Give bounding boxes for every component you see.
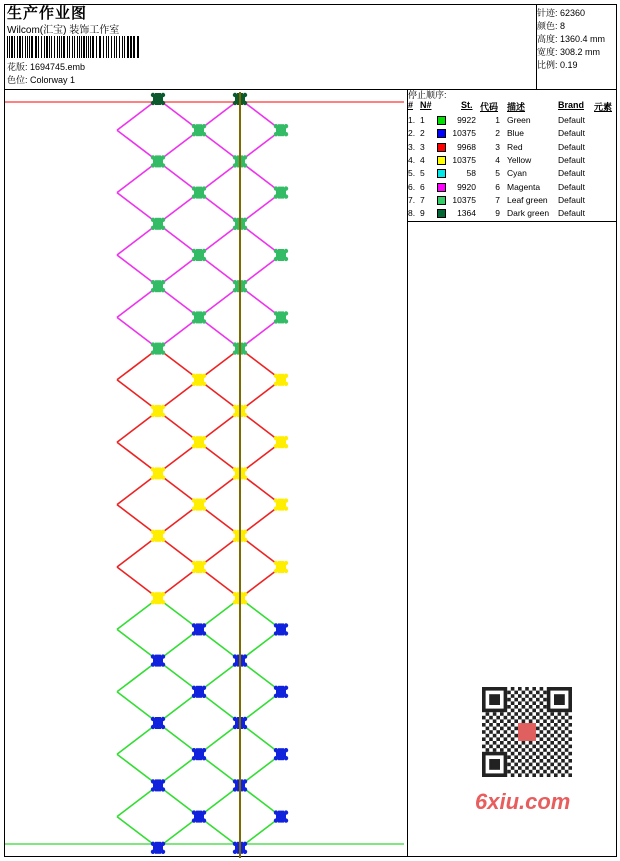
company-name: Wilcom(汇宝) 装饰工作室 [7, 25, 120, 36]
motif-bead [151, 779, 165, 791]
row-n: 6 [420, 181, 425, 192]
row-code: 5 [495, 168, 500, 179]
row-num: 6. [408, 181, 416, 192]
motif-leaf [274, 124, 288, 136]
row-stitches: 9968 [457, 141, 476, 152]
stat-label: 高度: [537, 34, 558, 44]
stat-label: 宽度: [537, 47, 558, 57]
motif-bead [151, 654, 165, 666]
design-file-name: 花版: 1694745.emb [7, 62, 86, 72]
row-stitches: 9922 [457, 115, 476, 125]
row-desc: Yellow [507, 154, 532, 165]
row-n: 1 [420, 115, 425, 125]
motif-bead [192, 748, 206, 760]
stat-value: 8 [560, 21, 566, 31]
motif-bead [192, 810, 206, 822]
motif-leaf [192, 249, 206, 261]
qr-code [470, 681, 585, 786]
motif-bead [274, 686, 288, 698]
row-code: 1 [495, 115, 500, 125]
row-num: 4. [408, 154, 416, 165]
row-num: 8. [408, 208, 416, 219]
stat-value: 62360 [560, 8, 586, 18]
motif-leaf [192, 311, 206, 323]
row-code: 2 [495, 128, 500, 139]
row-desc: Red [507, 141, 523, 152]
col-header-n: N# [420, 100, 432, 110]
row-stitches: 10375 [452, 154, 476, 165]
row-desc: Blue [507, 128, 525, 139]
row-code: 6 [495, 181, 500, 192]
row-brand: Default [558, 194, 585, 205]
stat-label: 针迹: [537, 8, 558, 18]
motif-bead [192, 686, 206, 698]
row-stitches: 10375 [452, 128, 476, 139]
motif-bead [192, 623, 206, 635]
motif-bead [274, 623, 288, 635]
stop-sequence-title: 停止顺序: [408, 90, 447, 100]
row-code: 4 [495, 154, 500, 165]
motif-bead [151, 842, 165, 854]
motif-flower [192, 498, 206, 510]
motif-leaf [274, 311, 288, 323]
row-num: 5. [408, 168, 416, 179]
row-stitches: 1364 [457, 208, 476, 219]
row-num: 1. [408, 115, 416, 125]
row-desc: Cyan [507, 168, 527, 179]
row-n: 7 [420, 194, 425, 205]
col-header-num: # [408, 100, 414, 110]
motif-flower [151, 405, 165, 417]
motif-leaf [151, 280, 165, 292]
motif-bead [274, 810, 288, 822]
motif-flower [192, 374, 206, 386]
col-header-desc: 描述 [507, 102, 526, 112]
motif-bead [274, 748, 288, 760]
motif-leaf [151, 218, 165, 230]
motif-flower [274, 561, 288, 573]
motif-flower [151, 530, 165, 542]
page-title: 生产作业图 [7, 5, 88, 22]
row-brand: Default [558, 208, 585, 219]
motif-leaf [274, 249, 288, 261]
col-header-stitches: St. [461, 100, 473, 110]
row-n: 4 [420, 154, 425, 165]
motif-leaf [151, 93, 165, 105]
motif-flower [192, 436, 206, 448]
row-desc: Magenta [507, 181, 541, 192]
motif-leaf [192, 186, 206, 198]
motif-flower [274, 374, 288, 386]
row-desc: Dark green [507, 208, 550, 219]
row-code: 3 [495, 141, 500, 152]
stat-value: 0.19 [560, 60, 578, 70]
row-stitches: 9920 [457, 181, 476, 192]
stat-label: 颜色: [537, 21, 558, 31]
stat-value: 1360.4 mm [560, 34, 606, 44]
motif-leaf [274, 186, 288, 198]
stat-value: 308.2 mm [560, 47, 601, 57]
motif-flower [274, 498, 288, 510]
motif-leaf [192, 124, 206, 136]
motif-bead [151, 717, 165, 729]
row-desc: Leaf green [507, 194, 548, 205]
row-num: 2. [408, 128, 416, 139]
row-brand: Default [558, 128, 585, 139]
row-n: 2 [420, 128, 425, 139]
row-brand: Default [558, 115, 585, 125]
row-brand: Default [558, 141, 585, 152]
stat-label: 比例: [537, 60, 558, 70]
motif-leaf [151, 155, 165, 167]
row-brand: Default [558, 168, 585, 179]
watermark-logo: 6xiu.com [475, 789, 571, 814]
motif-flower [192, 561, 206, 573]
row-desc: Green [507, 115, 531, 125]
col-header-element: 元素 [594, 102, 613, 112]
motif-flower [151, 467, 165, 479]
motif-flower [274, 436, 288, 448]
row-brand: Default [558, 181, 585, 192]
row-n: 3 [420, 141, 425, 152]
row-stitches: 10375 [452, 194, 476, 205]
colorway-name: 色位: Colorway 1 [7, 75, 76, 85]
row-n: 9 [420, 208, 425, 219]
motif-leaf [151, 342, 165, 354]
row-n: 5 [420, 168, 425, 179]
col-header-brand: Brand [558, 100, 585, 110]
row-code: 7 [495, 194, 500, 205]
motif-flower [151, 592, 165, 604]
col-header-code: 代码 [480, 102, 499, 112]
row-brand: Default [558, 154, 585, 165]
row-num: 7. [408, 194, 416, 205]
row-stitches: 58 [466, 168, 476, 179]
row-code: 9 [495, 208, 500, 219]
row-num: 3. [408, 141, 416, 152]
